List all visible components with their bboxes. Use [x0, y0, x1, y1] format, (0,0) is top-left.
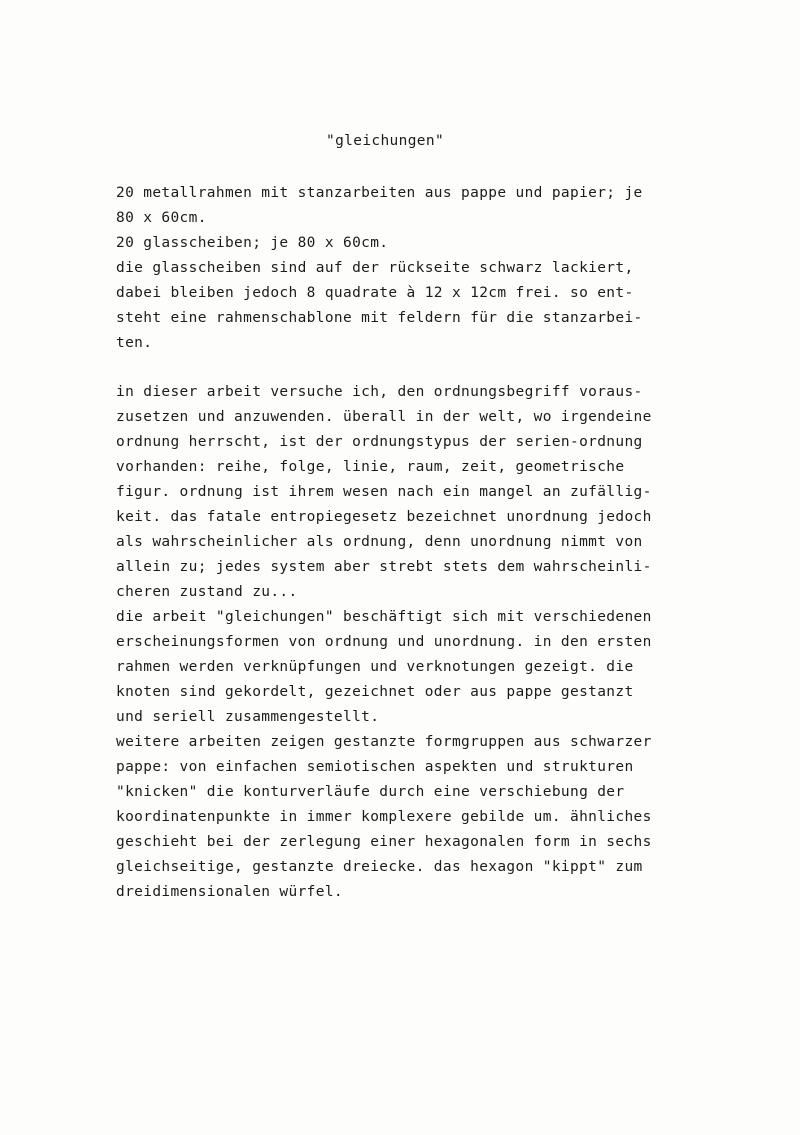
text-line: pappe: von einfachen semiotischen aspekten und strukturen: [116, 759, 634, 775]
text-line: und seriell zusammengestellt.: [116, 709, 380, 725]
text-line: in dieser arbeit versuche ich, den ordnungsbegriff voraus-: [116, 384, 643, 400]
text-line: zusetzen und anzuwenden. überall in der welt, wo irgendeine: [116, 409, 652, 425]
text-line: dreidimensionalen würfel.: [116, 884, 343, 900]
text-line: vorhanden: reihe, folge, linie, raum, zeit, geometrische: [116, 459, 625, 475]
text-line: erscheinungsformen von ordnung und unordnung. in den ersten: [116, 634, 652, 650]
text-line: weitere arbeiten zeigen gestanzte formgruppen aus schwarzer: [116, 734, 652, 750]
text-line: rahmen werden verknüpfungen und verknotungen gezeigt. die: [116, 659, 634, 675]
text-line: die glasscheiben sind auf der rückseite schwarz lackiert,: [116, 260, 634, 276]
text-line: ordnung herrscht, ist der ordnungstypus der serien-ordnung: [116, 434, 643, 450]
text-line: dabei bleiben jedoch 8 quadrate à 12 x 12cm frei. so ent-: [116, 285, 634, 301]
text-line: als wahrscheinlicher als ordnung, denn unordnung nimmt von: [116, 534, 643, 550]
text-line: cheren zustand zu...: [116, 584, 298, 600]
document-title: "gleichungen": [326, 133, 445, 149]
text-line: 80 x 60cm.: [116, 210, 207, 226]
text-line: ten.: [116, 335, 153, 351]
text-line: gleichseitige, gestanzte dreiecke. das hexagon "kippt" zum: [116, 859, 643, 875]
text-line: "knicken" die konturverläufe durch eine verschiebung der: [116, 784, 625, 800]
text-line: allein zu; jedes system aber strebt stets dem wahrscheinli-: [116, 559, 652, 575]
text-line: geschieht bei der zerlegung einer hexagonalen form in sechs: [116, 834, 652, 850]
text-line: die arbeit "gleichungen" beschäftigt sich mit verschiedenen: [116, 609, 652, 625]
text-line: steht eine rahmenschablone mit feldern für die stanzarbei-: [116, 310, 643, 326]
text-line: 20 metallrahmen mit stanzarbeiten aus pappe und papier; je: [116, 185, 643, 201]
text-line: keit. das fatale entropiegesetz bezeichnet unordnung jedoch: [116, 509, 652, 525]
text-line: knoten sind gekordelt, gezeichnet oder aus pappe gestanzt: [116, 684, 634, 700]
text-line: koordinatenpunkte in immer komplexere gebilde um. ähnliches: [116, 809, 652, 825]
text-line: figur. ordnung ist ihrem wesen nach ein mangel an zufällig-: [116, 484, 652, 500]
text-line: 20 glasscheiben; je 80 x 60cm.: [116, 235, 389, 251]
